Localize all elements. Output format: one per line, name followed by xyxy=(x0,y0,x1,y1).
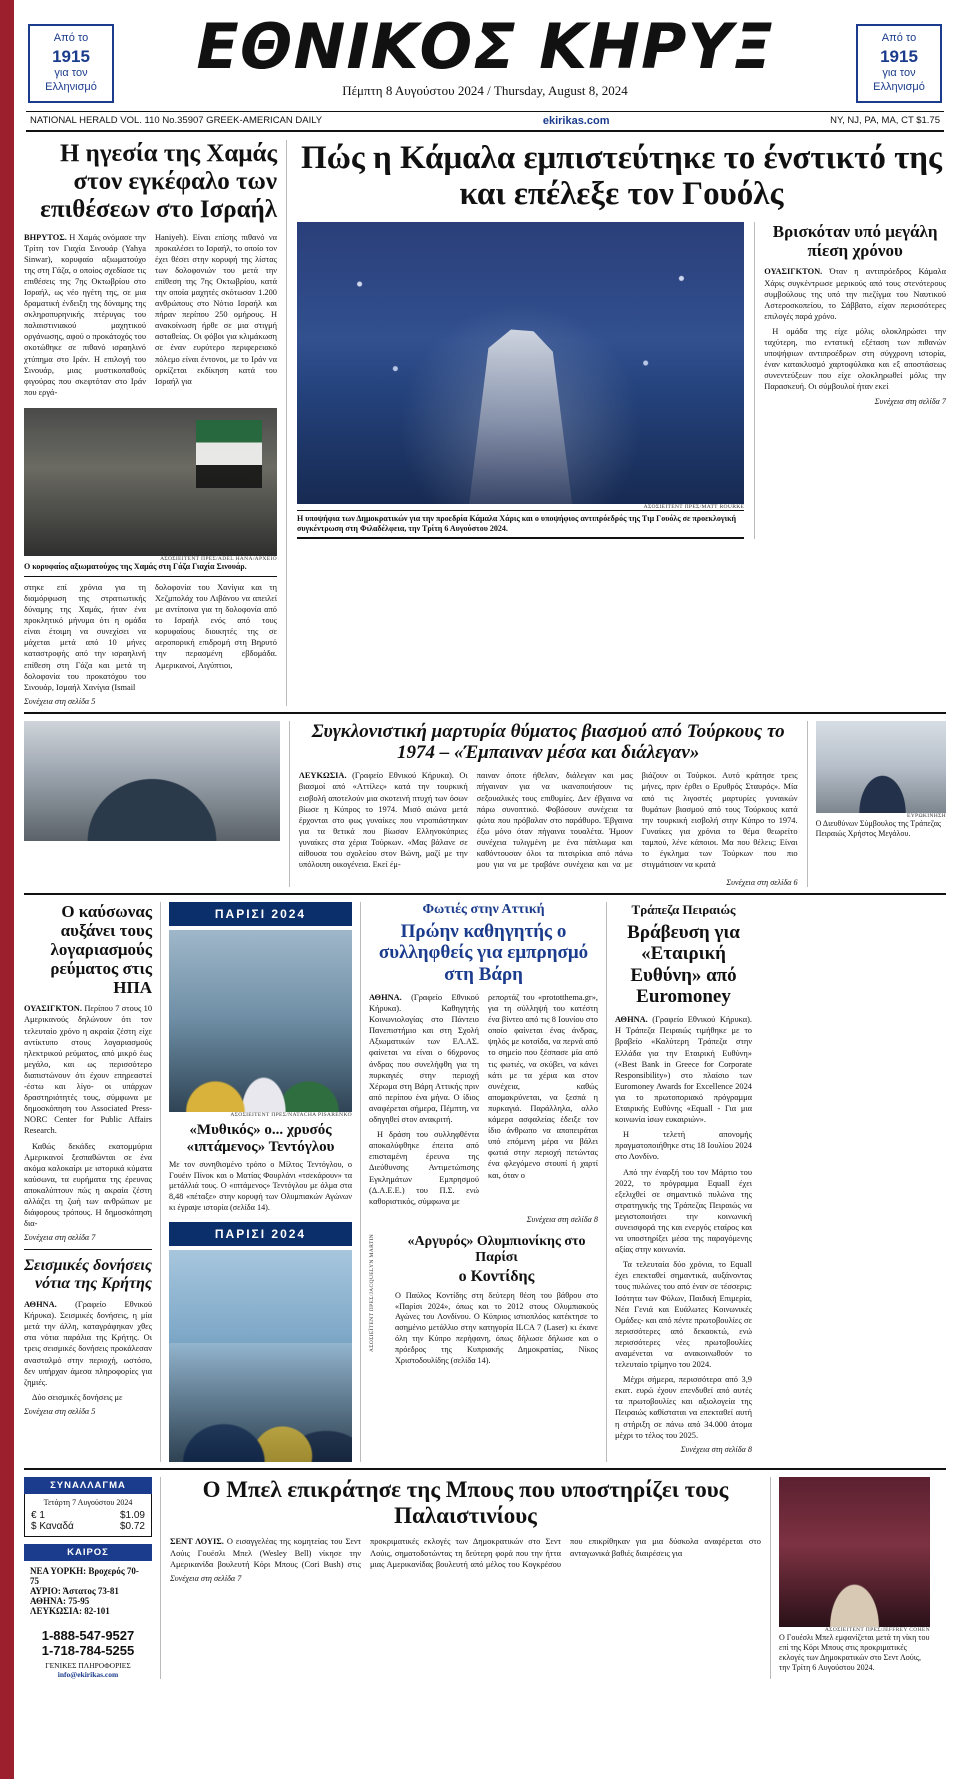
paris-banner-bottom: ΠΑΡΙΣΙ 2024 xyxy=(169,1222,352,1246)
piraeus-p1: (Γραφείο Εθνικού Κήρυκα). Η Τράπεζα Πειραιώς τιμήθηκε με το βραβείο «Καλύτερη Τράπεζα στην Ελλάδα για την Εταιρική Ευθύνη» («Best Bank in Greece for Corporate Responsibility») στο πλαίσιο των Euromoney Awards for Excellence 2024 για το πρωτοποριακό πρόγραμμα Εταιρικής Ευθύνης «Equall - Για μια κοινωνία ίσων ευκαιριών». xyxy=(615,1015,753,1125)
since-right-line4: Ελληνισμό xyxy=(873,80,925,93)
attica-kicker: Φωτιές στην Αττική xyxy=(422,902,545,918)
paris-column xyxy=(160,902,360,1462)
crete-dateline: ΑΘΗΝΑ. xyxy=(24,1300,57,1310)
article-attica xyxy=(360,902,606,1462)
piraeus-continued[interactable]: Συνέχεια στη σελίδα 8 xyxy=(680,1444,752,1454)
top-section xyxy=(24,140,946,706)
phone-secondary[interactable]: 1-718-784-5255 xyxy=(41,1642,135,1658)
middle-section xyxy=(24,893,946,1462)
weather-box-title: ΚΑΙΡΟΣ xyxy=(24,1544,152,1561)
since-left-year: 1915 xyxy=(52,46,90,66)
crete-headline: Σεισμικές δονήσεις νότια της Κρήτης xyxy=(24,1257,152,1293)
cyprus-photo-wrap xyxy=(24,721,289,887)
weather-row-1: ΑΥΡΙΟ: Άστατος 73-81 xyxy=(30,1585,119,1596)
megalou-photo-credit: ΕΥΡΩΚΙΝΗΣΗ xyxy=(906,812,946,819)
folio-price: NY, NJ, PA, MA, CT $1.75 xyxy=(830,115,940,126)
fx-box xyxy=(24,1494,152,1537)
crete-continued[interactable]: Συνέχεια στη σελίδα 5 xyxy=(24,1406,96,1416)
cyprus-col2: παιναν όποτε ήθελαν, διάλεγαν και μας πήγαιναν για να ικανοποιήσουν τις σεξουαλικές τους επιθυμίες. Δεν έβγαινα να πάρω συνοπτικό. Φοβόσουν συνέχεια τα φώτα που πρόβαλαν στο παράθυρο. Έβγαινα έξω μόνο όταν πήγαινα τουαλέτα. Ήμουν συνέχεια τυλιγμένη με ένα πάπλωμα και καθόντουσαν όλοι τα πιτσιρίκια από πάνω μου για να με τραβάνε συνέχεια και να με βιάζουν οι Τούρκοι. Αυτό κράτησε τρεις μήνες, πριν έρθει ο Ερυθρός Σταυρός». Μία από τις λιγοστές μαρτυρίες γυναικών θυμάτων βιασμού από τους Τούρκους κατά την τουρκική εισβολή στην Κύπρο το 1974. Γυναίκες για χρόνια το θέμα θεωρείτο ταμπού, λένε κάποιοι. Μα που θέλεις; Είναι το έγκλημα των Τούρκων που πιο στιγμάτισαν να κρατά xyxy=(476,771,798,870)
piraeus-p4: Τα τελευταία δύο χρόνια, το Equall έχει επεκταθεί σημαντικά, αυξάνοντας τους πυλώνες του από έναν σε τέσσερις: Ισότητα των Φύλων, Παιδική Επιμερία, Νέα Γενιά και Ευάλωτες Κοινωνικές Ομάδες- και από πέντε πρωτοβουλίες σε περισσότερες από δεκαοκτώ, ενώ περισσότερες νέες πρωτοβουλίες αναμένεται να ανακοινωθούν το τελευταίο τρίμηνο του 2024. xyxy=(615,1260,752,1370)
hamas-continued[interactable]: Συνέχεια στη σελίδα 5 xyxy=(24,696,96,706)
heat-dateline: ΟΥΑΣΙΓΚΤΟΝ. xyxy=(24,1004,82,1014)
bell-photo-caption: Ο Γουέσλι Μπελ εμφανίζεται μετά τη νίκη του επί της Κόρι Μπους στις προκριματικές εκλογές των Δημοκρατικών στο Σεντ Λούις, την Τρίτη 6 Αυγούστου 2024. xyxy=(779,1632,930,1672)
hamas-headline: Η ηγεσία της Χαμάς στον εγκέφαλο των επιθέσεων στο Ισραήλ xyxy=(40,139,277,223)
kamala-sidebar xyxy=(754,222,946,539)
since-right-year: 1915 xyxy=(880,46,918,66)
medals-photo-credit: ΑΣΟΣΙΕΪΤΕΝΤ ΠΡΕΣ/NATACHA PISARENKO xyxy=(230,1112,352,1119)
article-kontidis xyxy=(369,1234,598,1367)
since-left-line1: Από το xyxy=(53,32,89,44)
kontidis-kicker: «Αργυρός» Ολυμπιονίκης στο Παρίσι xyxy=(407,1233,586,1265)
article-hamas xyxy=(24,140,286,706)
attica-continued[interactable]: Συνέχεια στη σελίδα 8 xyxy=(526,1214,598,1224)
piraeus-p2: Η τελετή απονομής πραγματοποιήθηκε στις 18 Ιουλίου 2024 στο Λονδίνο. xyxy=(615,1130,752,1162)
fx-value-0: $1.09 xyxy=(119,1509,145,1521)
kontidis-text: Ο Παύλος Κοντίδης στη δεύτερη θέση του βάθρου στο «Παρίσι 2024», όπως και το 2012 στους Ολυμπιακούς Αγώνες του Λονδίνου. Ο Κύπριος ιστιοπλόος κατέκτησε το ασημένιο μετάλλιο στην κατηγορία ILCA 7 (Laser) κι έκανε όλη την Κύπρο περήφανη, όπως δήλωσε δήλωσε και ο πρόεδρος της Κυπριακής Δημοκρατίας, Νίκος Χριστοδουλίδης (σελίδα 14). xyxy=(395,1290,598,1365)
article-bell xyxy=(160,1477,770,1679)
since-badge-left xyxy=(28,24,114,103)
paris-banner-top: ΠΑΡΙΣΙ 2024 xyxy=(169,902,352,926)
weather-row-2: ΑΘΗΝΑ: 75-95 xyxy=(30,1595,90,1606)
kamala-sidebar-p1: Όταν η αντιπρόεδρος Κάμαλα Χάρις συγκέντρωσε μερικούς από τους στενότερους συμβούλους της υπό την πιεζίγμα του Ναυτικού Αστεροσκοπείου, το Σάββατο, είχαν περισσότερες επιλογές παρά χρόνο. xyxy=(764,267,946,321)
fx-row xyxy=(31,1521,145,1532)
issue-date: Πέμπτη 8 Αυγούστου 2024 / Thursday, August 8, 2024 xyxy=(342,82,628,98)
megalou-photo-caption: Ο Διευθύνων Σύμβουλος της Τράπεζας Πειραιώς Χρήστος Μεγάλου. xyxy=(815,818,942,838)
fx-label-1: $ Καναδά xyxy=(31,1520,74,1532)
fx-value-1: $0.72 xyxy=(119,1520,145,1532)
kontidis-photo-credit: ΑΣΟΣΙΕΪΤΕΝΤ ΠΡΕΣ/JACQUELYN MARTIN xyxy=(369,1233,375,1352)
bottom-section xyxy=(24,1468,946,1679)
folio-bar xyxy=(26,111,944,132)
sinwar-photo-credit: ΑΣΟΣΙΕΪΤΕΝΤ ΠΡΕΣ/ΑDEL HANA/ΑΡΧΕΙΟ xyxy=(160,555,277,562)
piraeus-headline: Βράβευση για «Εταιρική Ευθύνη» από Euromoney xyxy=(627,922,740,1008)
tentoglou-text: Με τον συνηθισμένο τρόπο ο Μίλτος Τεντόγλου, ο Γουέιν Πίνοκ και ο Ματίας Φουρλάνι «τσεκάρουν» τα μετάλλιά τους. Ο «ιπτάμενος» Τεντόγλου με άλμα στα 8,48 «πέταξε» στην κορυφή των Ολυμπιακών Αγώνων κι έγραψε ιστορία (σελίδα 14). xyxy=(169,1159,352,1213)
crete-p2: Δύο σεισμικές δονήσεις με xyxy=(32,1392,123,1402)
hamas-dateline: ΒΗΡΥΤΟΣ. xyxy=(24,232,67,242)
since-right-line3: για τον xyxy=(882,67,916,79)
since-left-line4: Ελληνισμό xyxy=(45,80,97,93)
bell-headline: Ο Μπελ επικράτησε της Μπους που υποστηρίζει τους Παλαιστινίους xyxy=(202,1476,729,1528)
email-link[interactable]: info@ekirikas.com xyxy=(57,1669,119,1679)
kamala-headline: Πώς η Κάμαλα εμπιστεύτηκε το ένστικτό της και επέλεξε τον Γουόλς xyxy=(301,139,942,213)
article-piraeus xyxy=(606,902,752,1462)
heat-p1: Περίπου 7 στους 10 Αμερικανούς δηλώνουν ότι τον τελευταίο χρόνο η ακραία ζέστη είχε αντίκτυπο στους λογαριασμούς ηλεκτρικού ρεύματος, από μικρό έως μεγάλο, και ως περισσότερο διαπιστώνουν ότι έχουν επηρεαστεί -έστω και λίγο- οι υπάρχων δραστηριότητές τους, σύμφωνα με δημοσκόπηση του Associated Press-NORC Center for Public Affairs Research. xyxy=(24,1004,153,1136)
weather-box xyxy=(24,1561,152,1620)
cyprus-dateline: ΛΕΥΚΩΣΙΑ. xyxy=(298,771,347,781)
cyprus-headline: Συγκλονιστική μαρτυρία θύματος βιασμού από Τούρκους το 1974 – «Έμπαιναν μέσα και διάλεγαν» xyxy=(311,720,785,764)
sinwar-photo xyxy=(24,408,277,556)
page-title: ΕΘΝΙΚΟΣ ΚΗΡΥΞ xyxy=(196,10,774,83)
kamala-photo-caption: Η υποψήφια των Δημοκρατικών για την προεδρία Κάμαλα Χάρις και ο υποψήφιος αντιπρόεδρός της Τιμ Γουόλς σε προεκλογική συγκέντρωση στη Φιλαδέλφεια, την Τρίτη 6 Αυγούστου 2024. xyxy=(297,510,744,539)
bell-dateline: ΣΕΝΤ ΛΟΥΙΣ. xyxy=(170,1537,224,1547)
masthead xyxy=(24,10,946,103)
attica-dateline: ΑΘΗΝΑ. xyxy=(369,993,402,1003)
megalou-photo xyxy=(816,721,946,813)
piraeus-p5: Μέχρι σήμερα, περισσότερα από 3,9 εκατ. ευρώ έχουν επενδυθεί από αυτές τα πρωτοβουλίες και αξιολογεία της Πειραιώς καθίσταται να επεκταθεί αυτή η στήριξη σε πάνω από 34.000 άτομα μέχρι το τέλος του 2025. xyxy=(615,1375,752,1440)
kamala-rally-photo xyxy=(297,222,744,504)
crete-p1: (Γραφείο Εθνικού Κήρυκα). Σεισμικές δονήσεις, η μία μετά την άλλη, καταγράφηκαν χθες στα νότια παράλια της Κρήτης. Οι τρεις σεισμικές δονήσεις προκάλεσαν ανασταλμό στην περιοχή, ωστόσο, δεν υπήρχαν άμεσα πληροφορίες για ζημιές. xyxy=(24,1300,152,1387)
cyprus-col1: (Γραφείο Εθνικού Κήρυκα). Οι βιασμοί από «Αττίλες» κατά την τουρκική εισβολή αποτελούν μια σκοτεινή πτυχή των όσων βίωσε η Κύπρος το 1974. Μισό αιώνα μετά έρχονται στο φως γυναίκες που ντροπιάστηκαν για τα θετικά που βίωσαν Ελληνοκύπριες γυναίκες στα χέρια Τούρκων. «Μας βάλανε σε αίθουσα του σχολείου στον Βώνη, μαζί με την υπόλοιπη οικογένεια. Εκεί έμ- xyxy=(298,771,468,870)
hamas-tail-col1: στηκε επί χρόνια για τη διαμόρφωση της στρατιωτικής δύναμης της Χαμάς, ήταν ένα προκλητικό μήνυμα ότι η ομάδα είναι έτοιμη να συνεχίσει να μάχεται μετά από 10 μήνες καταστροφής από την ισραηλινή επίθεση στη Γάζα και μετά τη δολοφονία του προκατόχου του Σινουάρ, Ισμαήλ Χανίγια (Ismail xyxy=(24,582,146,692)
service-rail xyxy=(24,1477,160,1679)
bell-text: Ο εισαγγελέας της κομητείας του Σεντ Λούις Γουέσλι Μπελ (Wesley Bell) νίκησε την Αμερικανίδα βουλευτή Κόρι Μπους (Cori Bush) στις προκριματικές εκλογές των Δημοκρατικών στο Σεντ Λούις, σηματοδοτώντας τη δεύτερη φορά που την ήττα μιας Αμερικανίδας βουλευτή από μέλος του Κογκρέσου που επικρίθηκαν για μια δύσκολα αναφέρεται στο ανταγωνικά βαθιές διαιρέσεις για xyxy=(170,1537,761,1569)
kamala-sidebar-p2: Η ομάδα της είχε μόλις ολοκληρώσει την ταχύτερη, πιο εντατική εξέταση των πιθανών υποψήφιων αντιπροέδρων στη σύγχρονη ιστορία, έναν κατακλυσμό χαρτοφύλακα και εξ αποστάσεως συνεντεύξεων που είχε ολοκληρωθεί μόλις την Παρασκευή. Οι σύμβουλοί ήταν εκεί xyxy=(764,326,946,392)
bell-continued[interactable]: Συνέχεια στη σελίδα 7 xyxy=(170,1573,242,1583)
piraeus-p3: Από την έναρξή του τον Μάρτιο του 2022, το πρόγραμμα Equall έχει εξελιχθεί σε σημαντικό πυλώνα της στρατηγικής της Τράπεζας Πειραιώς να μεγιστοποιήσει την κοινωνική συνεισφορά της και ενεργός εταίρος και να υποστηρίξει μέσα της παραγόμενης αξίας στην κοινωνία. xyxy=(615,1167,752,1255)
attica-headline: Πρώην καθηγητής ο συλληφθείς για εμπρησμό στη Βάρη xyxy=(378,921,589,985)
megalou-sidebar xyxy=(807,721,946,887)
kamala-sidebar-dateline: ΟΥΑΣΙΓΚΤΟΝ. xyxy=(764,267,823,277)
folio-left: NATIONAL HERALD VOL. 110 No.35907 GREEK-AMERICAN DAILY xyxy=(30,115,323,126)
attica-col1b: Η δράση του συλληφθέντα αποκαλύφθηκε έπειτα από επισταμένη έρευνα της Διεύθυνσης Αντιμετώπισης Εγκλημάτων Εμπρησμού (Δ.Α.Ε.Ε.) του Π.Σ. ενώ καθοριστικός, σύμφωνα με xyxy=(369,1130,479,1206)
tentoglou-headline: «Μυθικός» ο... χρυσός «ιπτάμενος» Τεντόγλου xyxy=(186,1122,335,1156)
hamas-col1: Η Χαμάς ονόμασε την Τρίτη τον Γιαχία Σινουάρ (Yahya Sinwar), κορυφαίο αξιωματούχο της στη Γάζα, ο οποίος σχεδίασε τις επιθέσεις της 7ης Οκτωβρίου στο Ισραήλ, ως νέο ηγέτη της, σε μια δραματική ένδειξη της δύναμης της σκληροπυρηνικής πτέρυγας του παλαιστινιακού μαχητικού οργάνωσης, αφού ο προκάτοχός του σκοτώθηκε σε πιθανό ισραηλινό χτύπημα στο Ιράν. Η επιλογή του Σινουάρ, μιας μυστικοπαθούς φιγούρας που σκεφτόταν στο Ιράν που εργά- xyxy=(24,232,146,397)
cyprus-photo xyxy=(24,721,280,841)
kamala-sidebar-headline: Βρισκόταν υπό μεγάλη πίεση χρόνου xyxy=(772,222,938,261)
phone-primary[interactable]: 1-888-547-9527 xyxy=(41,1627,135,1643)
kamala-continued[interactable]: Συνέχεια στη σελίδα 7 xyxy=(874,396,946,406)
fx-date: Τετάρτη 7 Αυγούστου 2024 xyxy=(43,1497,133,1507)
since-left-line3: για τον xyxy=(54,67,88,79)
weather-row-3: ΛΕΥΚΩΣΙΑ: 82-101 xyxy=(30,1605,110,1616)
since-right-line1: Από το xyxy=(881,32,917,44)
info-label: ΓΕΝΙΚΕΣ ΠΛΗΡΟΦΟΡΙΕΣ xyxy=(45,1660,131,1670)
bell-photo xyxy=(779,1477,930,1627)
bell-photo-credit: ΑΣΟΣΙΕΪΤΕΝΤ ΠΡΕΣ/JEFFREY COHEN xyxy=(824,1626,930,1633)
bell-photo-wrap xyxy=(770,1477,930,1679)
left-rail xyxy=(24,902,160,1462)
since-badge-right xyxy=(856,24,942,103)
medals-photo xyxy=(169,930,352,1112)
cyprus-continued[interactable]: Συνέχεια στη σελίδα 6 xyxy=(726,878,798,888)
heat-headline: Ο καύσωνας αυξάνει τους λογαριασμούς ρεύματος στις ΗΠΑ xyxy=(50,902,152,998)
podium-photo xyxy=(169,1250,352,1462)
fx-box-title: ΣΥΝΑΛΛΑΓΜΑ xyxy=(24,1477,152,1494)
heat-continued[interactable]: Συνέχεια στη σελίδα 7 xyxy=(24,1233,96,1243)
article-cyprus xyxy=(24,712,946,887)
weather-row-0: ΝΕΑ ΥΟΡΚΗ: Βροχερός 70-75 xyxy=(30,1565,139,1586)
hamas-col2: Haniyeh). Είναι επίσης πιθανό να προκαλέσει το Ισραήλ, το οποίο τον έχει θέσει στην κορυφή της λίστας των δολοφονιών του μετά την επίθεση της 7ης Οκτωβρίου, κατά την οποία μαχητές σκότωσαν 1.200 ανθρώπους στο Νότιο Ισραήλ και πήραν περίπου 250 ομήρους. Η ανακοίνωση ήρθε σε μια στιγμή ασταθείας. Οι φόβοι για κλιμάκωση σε έναν ευρύτερο περιφερειακό πόλεμο είναι έντονοι, με το Ιράν να ορκίζεται εκδίκηση κατά του Ισραήλ για xyxy=(155,232,277,386)
piraeus-dateline: ΑΘΗΝΑ. xyxy=(615,1015,648,1025)
kontidis-headline: ο Κοντίδης xyxy=(458,1267,535,1285)
hamas-tail-col2: δολοφονία του Χανίγια και τη Χεζμπολάχ του Λιβάνου να απειλεί με αντίποινα για τη δολοφονία από το Ισραήλ ενός από τους κορυφαίους διοικητές της σε αεροπορική επιδρομή στη Βηρυτό την περασμένη εβδομάδα. Αμερικανοί, Αιγύπτιοι, xyxy=(155,582,277,670)
fx-row xyxy=(31,1510,145,1521)
website-link[interactable]: ekirikas.com xyxy=(542,114,610,127)
piraeus-kicker: Τράπεζα Πειραιώς xyxy=(631,902,736,918)
heat-p2: Καθώς δεκάδες εκατομμύρια Αμερικανοί ξεσπαθώνται σε ένα ακόμα καλοκαίρι με ιστορικά κύματα καύσωνα, τα ευρήματα της έρευνας αποκαλύπτουν πώς η ακραία ζέστη αλλάζει τη ζωή των ανθρώπων με διάφορους τρόπους. Η δημοσκόπηση δια- xyxy=(24,1141,152,1229)
fx-label-0: € 1 xyxy=(31,1509,45,1521)
kamala-photo-credit: ΑΣΟΣΙΕΪΤΕΝΤ ΠΡΕΣ/MATT ROURKE xyxy=(643,504,745,511)
attica-col1: (Γραφείο Εθνικού Κήρυκα). Καθηγητής Κοινωνιολογίας στο Πάντειο Πανεπιστήμιο και στη Σχολή Αξιωματικών των ΕΛ.ΑΣ. φαίνεται να είναι ο 66χρονος άνδρας που συνελήφθη για τη πυρκαγιές στην περιοχή Χέρωμα στη Βάρη Αττικής πριν από περίπου ένα μήνα. Ο ίδιος αναφέρεται σήμερα, Πέμπτη, να οδηγηθεί στον ανακριτή. xyxy=(369,993,479,1125)
attica-col2: ρεπορτάζ του «prototthema.gr», για τη σύλληψή του κατέστη ένα βίντεο από τις 8 Ιουνίου στο οποίο φαίνεται ένας άνδρας, ψηλός με κοτσίδα, να περνά από το σημείο που ξέσπασε μία από τις φωτιές, να σκύβει, να κάνει κάτι με τα χέρια και στον συνέχεια, καθώς απομακρύνεται, να ξεσπά η πυρκαγιά. Παράλληλα, αλλο κάμερα ασφαλείας έδειξε τον ίδιο άνθρωπο να αποπειράται υπό επόμενη μέρα να βάλει φωτιά στην περιοχή πετώντας ένα φλεγόμενο στουπί ή χαρτί και, όταν ο xyxy=(488,993,598,1180)
sinwar-photo-caption: Ο κορυφαίος αξιωματούχος της Χαμάς στη Γάζα Γιαχία Σινουάρ. xyxy=(24,562,277,577)
article-kamala xyxy=(286,140,946,706)
